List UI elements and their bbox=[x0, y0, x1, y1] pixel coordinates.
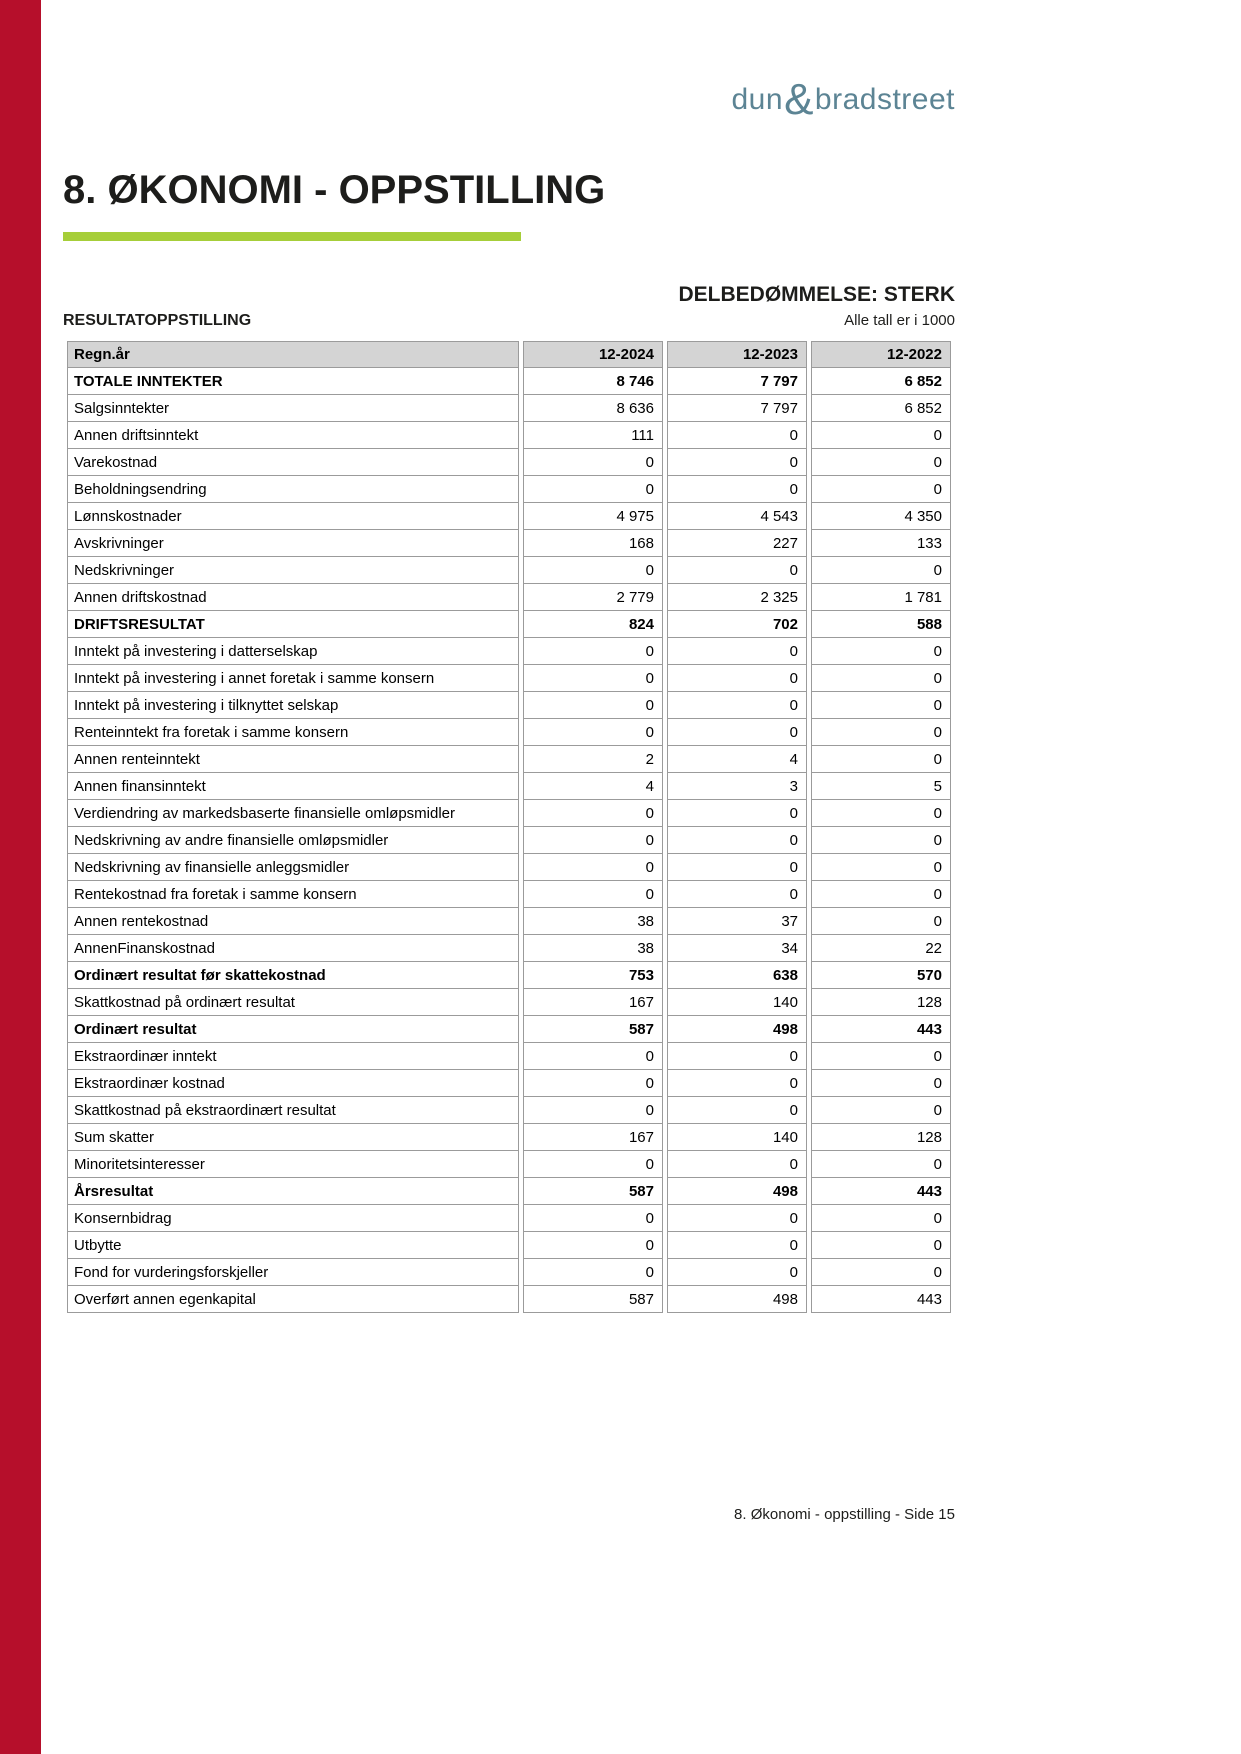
row-value: 38 bbox=[523, 935, 663, 962]
row-value: 167 bbox=[523, 1124, 663, 1151]
row-value: 6 852 bbox=[811, 368, 951, 395]
table-row bbox=[67, 1016, 951, 1043]
row-value: 22 bbox=[811, 935, 951, 962]
row-value: 588 bbox=[811, 611, 951, 638]
row-value: 587 bbox=[523, 1016, 663, 1043]
row-label: DRIFTSRESULTAT bbox=[67, 611, 519, 638]
row-label: Annen driftskostnad bbox=[67, 584, 519, 611]
row-value: 0 bbox=[811, 908, 951, 935]
table-row bbox=[67, 1070, 951, 1097]
logo-word-dun: dun bbox=[731, 83, 784, 116]
table-row bbox=[67, 908, 951, 935]
row-value: 37 bbox=[667, 908, 807, 935]
row-value: 0 bbox=[523, 1070, 663, 1097]
row-value: 0 bbox=[523, 1205, 663, 1232]
row-value: 4 bbox=[523, 773, 663, 800]
row-value: 0 bbox=[811, 557, 951, 584]
row-label: Renteinntekt fra foretak i samme konsern bbox=[67, 719, 519, 746]
table-row bbox=[67, 773, 951, 800]
row-value: 0 bbox=[811, 1043, 951, 1070]
row-value: 140 bbox=[667, 989, 807, 1016]
row-value: 0 bbox=[523, 719, 663, 746]
table-row bbox=[67, 1097, 951, 1124]
row-value: 6 852 bbox=[811, 395, 951, 422]
row-value: 4 543 bbox=[667, 503, 807, 530]
row-value: 587 bbox=[523, 1178, 663, 1205]
row-value: 587 bbox=[523, 1286, 663, 1313]
table-row bbox=[67, 1286, 951, 1313]
row-value: 0 bbox=[667, 665, 807, 692]
row-value: 0 bbox=[523, 1151, 663, 1178]
row-value: 227 bbox=[667, 530, 807, 557]
table-row bbox=[67, 692, 951, 719]
row-value: 570 bbox=[811, 962, 951, 989]
page-footer: 8. Økonomi - oppstilling - Side 15 bbox=[734, 1506, 955, 1523]
row-value: 0 bbox=[811, 746, 951, 773]
row-label: Inntekt på investering i tilknyttet selskap bbox=[67, 692, 519, 719]
row-label: Ordinært resultat før skattekostnad bbox=[67, 962, 519, 989]
row-value: 0 bbox=[667, 854, 807, 881]
row-label: AnnenFinanskostnad bbox=[67, 935, 519, 962]
row-value: 443 bbox=[811, 1016, 951, 1043]
row-value: 0 bbox=[667, 692, 807, 719]
row-value: 0 bbox=[667, 557, 807, 584]
row-value: 0 bbox=[811, 800, 951, 827]
title-underline-bar bbox=[63, 232, 521, 241]
row-value: 0 bbox=[811, 1259, 951, 1286]
table-row bbox=[67, 611, 951, 638]
table-row bbox=[67, 368, 951, 395]
header-year-2022: 12-2022 bbox=[811, 341, 951, 368]
table-row bbox=[67, 449, 951, 476]
row-value: 0 bbox=[811, 854, 951, 881]
row-value: 0 bbox=[667, 827, 807, 854]
row-value: 0 bbox=[811, 422, 951, 449]
row-value: 0 bbox=[811, 719, 951, 746]
results-table-head bbox=[67, 341, 951, 368]
table-row bbox=[67, 530, 951, 557]
dun-bradstreet-logo bbox=[63, 70, 955, 124]
row-value: 0 bbox=[811, 1232, 951, 1259]
table-row bbox=[67, 503, 951, 530]
table-row bbox=[67, 719, 951, 746]
table-row bbox=[67, 1232, 951, 1259]
row-value: 5 bbox=[811, 773, 951, 800]
table-row bbox=[67, 827, 951, 854]
table-row bbox=[67, 638, 951, 665]
assessment-heading: DELBEDØMMELSE: STERK bbox=[678, 283, 955, 306]
row-label: Skattkostnad på ordinært resultat bbox=[67, 989, 519, 1016]
table-row bbox=[67, 1205, 951, 1232]
row-value: 0 bbox=[811, 665, 951, 692]
row-label: Overført annen egenkapital bbox=[67, 1286, 519, 1313]
row-value: 2 325 bbox=[667, 584, 807, 611]
row-label: Rentekostnad fra foretak i samme konsern bbox=[67, 881, 519, 908]
row-value: 0 bbox=[523, 827, 663, 854]
row-label: Ekstraordinær kostnad bbox=[67, 1070, 519, 1097]
table-row bbox=[67, 422, 951, 449]
row-value: 0 bbox=[667, 1070, 807, 1097]
table-row bbox=[67, 557, 951, 584]
row-value: 0 bbox=[523, 665, 663, 692]
row-label: Avskrivninger bbox=[67, 530, 519, 557]
row-value: 0 bbox=[811, 1097, 951, 1124]
row-value: 0 bbox=[667, 1151, 807, 1178]
row-label: Annen renteinntekt bbox=[67, 746, 519, 773]
header-year-2024: 12-2024 bbox=[523, 341, 663, 368]
row-label: Fond for vurderingsforskjeller bbox=[67, 1259, 519, 1286]
row-value: 140 bbox=[667, 1124, 807, 1151]
row-label: Nedskrivning av andre finansielle omløpsmidler bbox=[67, 827, 519, 854]
row-label: Ordinært resultat bbox=[67, 1016, 519, 1043]
row-value: 0 bbox=[523, 449, 663, 476]
row-label: Inntekt på investering i datterselskap bbox=[67, 638, 519, 665]
header-row bbox=[67, 341, 951, 368]
row-value: 8 746 bbox=[523, 368, 663, 395]
row-label: Skattkostnad på ekstraordinært resultat bbox=[67, 1097, 519, 1124]
row-value: 702 bbox=[667, 611, 807, 638]
row-value: 0 bbox=[811, 881, 951, 908]
row-value: 0 bbox=[811, 638, 951, 665]
row-value: 0 bbox=[667, 881, 807, 908]
row-label: Verdiendring av markedsbaserte finansielle omløpsmidler bbox=[67, 800, 519, 827]
table-row bbox=[67, 665, 951, 692]
row-value: 0 bbox=[667, 1205, 807, 1232]
row-value: 168 bbox=[523, 530, 663, 557]
row-value: 638 bbox=[667, 962, 807, 989]
row-value: 0 bbox=[811, 1070, 951, 1097]
unit-note: Alle tall er i 1000 bbox=[844, 312, 955, 329]
row-label: Salgsinntekter bbox=[67, 395, 519, 422]
table-row bbox=[67, 746, 951, 773]
row-value: 0 bbox=[523, 1043, 663, 1070]
row-label: Minoritetsinteresser bbox=[67, 1151, 519, 1178]
row-value: 0 bbox=[523, 881, 663, 908]
row-value: 128 bbox=[811, 1124, 951, 1151]
row-label: Sum skatter bbox=[67, 1124, 519, 1151]
row-value: 4 975 bbox=[523, 503, 663, 530]
row-value: 443 bbox=[811, 1286, 951, 1313]
row-value: 0 bbox=[523, 1259, 663, 1286]
row-value: 4 bbox=[667, 746, 807, 773]
row-label: Annen finansinntekt bbox=[67, 773, 519, 800]
row-value: 0 bbox=[667, 476, 807, 503]
row-label: Annen driftsinntekt bbox=[67, 422, 519, 449]
row-value: 0 bbox=[811, 449, 951, 476]
row-value: 0 bbox=[667, 638, 807, 665]
row-label: Ekstraordinær inntekt bbox=[67, 1043, 519, 1070]
row-label: Utbytte bbox=[67, 1232, 519, 1259]
row-value: 0 bbox=[811, 827, 951, 854]
row-value: 8 636 bbox=[523, 395, 663, 422]
row-value: 0 bbox=[523, 557, 663, 584]
results-table bbox=[63, 341, 955, 1313]
row-label: Nedskrivning av finansielle anleggsmidler bbox=[67, 854, 519, 881]
logo-ampersand-icon: & bbox=[784, 75, 814, 124]
row-value: 0 bbox=[811, 692, 951, 719]
row-value: 443 bbox=[811, 1178, 951, 1205]
row-value: 0 bbox=[523, 800, 663, 827]
row-label: Varekostnad bbox=[67, 449, 519, 476]
header-regnaar: Regn.år bbox=[67, 341, 519, 368]
table-row bbox=[67, 854, 951, 881]
table-row bbox=[67, 1259, 951, 1286]
row-value: 0 bbox=[667, 800, 807, 827]
table-row bbox=[67, 881, 951, 908]
row-value: 1 781 bbox=[811, 584, 951, 611]
row-label: Annen rentekostnad bbox=[67, 908, 519, 935]
row-value: 0 bbox=[523, 476, 663, 503]
row-value: 824 bbox=[523, 611, 663, 638]
row-value: 2 bbox=[523, 746, 663, 773]
row-value: 0 bbox=[523, 1097, 663, 1124]
table-row bbox=[67, 962, 951, 989]
table-row bbox=[67, 1151, 951, 1178]
row-value: 2 779 bbox=[523, 584, 663, 611]
row-value: 0 bbox=[523, 854, 663, 881]
row-value: 7 797 bbox=[667, 368, 807, 395]
row-value: 753 bbox=[523, 962, 663, 989]
row-value: 38 bbox=[523, 908, 663, 935]
row-label: TOTALE INNTEKTER bbox=[67, 368, 519, 395]
row-value: 0 bbox=[811, 1205, 951, 1232]
row-value: 0 bbox=[523, 1232, 663, 1259]
row-label: Lønnskostnader bbox=[67, 503, 519, 530]
row-value: 0 bbox=[667, 1097, 807, 1124]
row-value: 0 bbox=[667, 422, 807, 449]
row-value: 0 bbox=[667, 719, 807, 746]
row-value: 111 bbox=[523, 422, 663, 449]
results-table-body bbox=[67, 368, 951, 1313]
table-row bbox=[67, 989, 951, 1016]
table-caption-row bbox=[63, 312, 955, 330]
row-label: Konsernbidrag bbox=[67, 1205, 519, 1232]
row-value: 0 bbox=[811, 1151, 951, 1178]
row-value: 0 bbox=[667, 449, 807, 476]
row-value: 0 bbox=[667, 1232, 807, 1259]
table-caption: RESULTATOPPSTILLING bbox=[63, 312, 252, 329]
row-value: 167 bbox=[523, 989, 663, 1016]
row-value: 133 bbox=[811, 530, 951, 557]
row-value: 0 bbox=[667, 1043, 807, 1070]
row-value: 3 bbox=[667, 773, 807, 800]
table-row bbox=[67, 395, 951, 422]
page-title: 8. ØKONOMI - OPPSTILLING bbox=[63, 168, 606, 212]
row-value: 0 bbox=[523, 692, 663, 719]
table-row bbox=[67, 800, 951, 827]
row-value: 498 bbox=[667, 1286, 807, 1313]
table-row bbox=[67, 1043, 951, 1070]
row-label: Årsresultat bbox=[67, 1178, 519, 1205]
row-value: 498 bbox=[667, 1016, 807, 1043]
table-row bbox=[67, 935, 951, 962]
table-row bbox=[67, 1124, 951, 1151]
header-year-2023: 12-2023 bbox=[667, 341, 807, 368]
row-value: 498 bbox=[667, 1178, 807, 1205]
row-value: 0 bbox=[523, 638, 663, 665]
table-row bbox=[67, 584, 951, 611]
row-value: 4 350 bbox=[811, 503, 951, 530]
row-value: 128 bbox=[811, 989, 951, 1016]
row-value: 0 bbox=[811, 476, 951, 503]
row-value: 34 bbox=[667, 935, 807, 962]
table-row bbox=[67, 476, 951, 503]
row-value: 0 bbox=[667, 1259, 807, 1286]
row-label: Beholdningsendring bbox=[67, 476, 519, 503]
table-row bbox=[67, 1178, 951, 1205]
row-label: Inntekt på investering i annet foretak i samme konsern bbox=[67, 665, 519, 692]
logo-word-bradstreet: bradstreet bbox=[814, 83, 955, 116]
row-value: 7 797 bbox=[667, 395, 807, 422]
left-accent-bar bbox=[0, 0, 41, 1754]
row-label: Nedskrivninger bbox=[67, 557, 519, 584]
